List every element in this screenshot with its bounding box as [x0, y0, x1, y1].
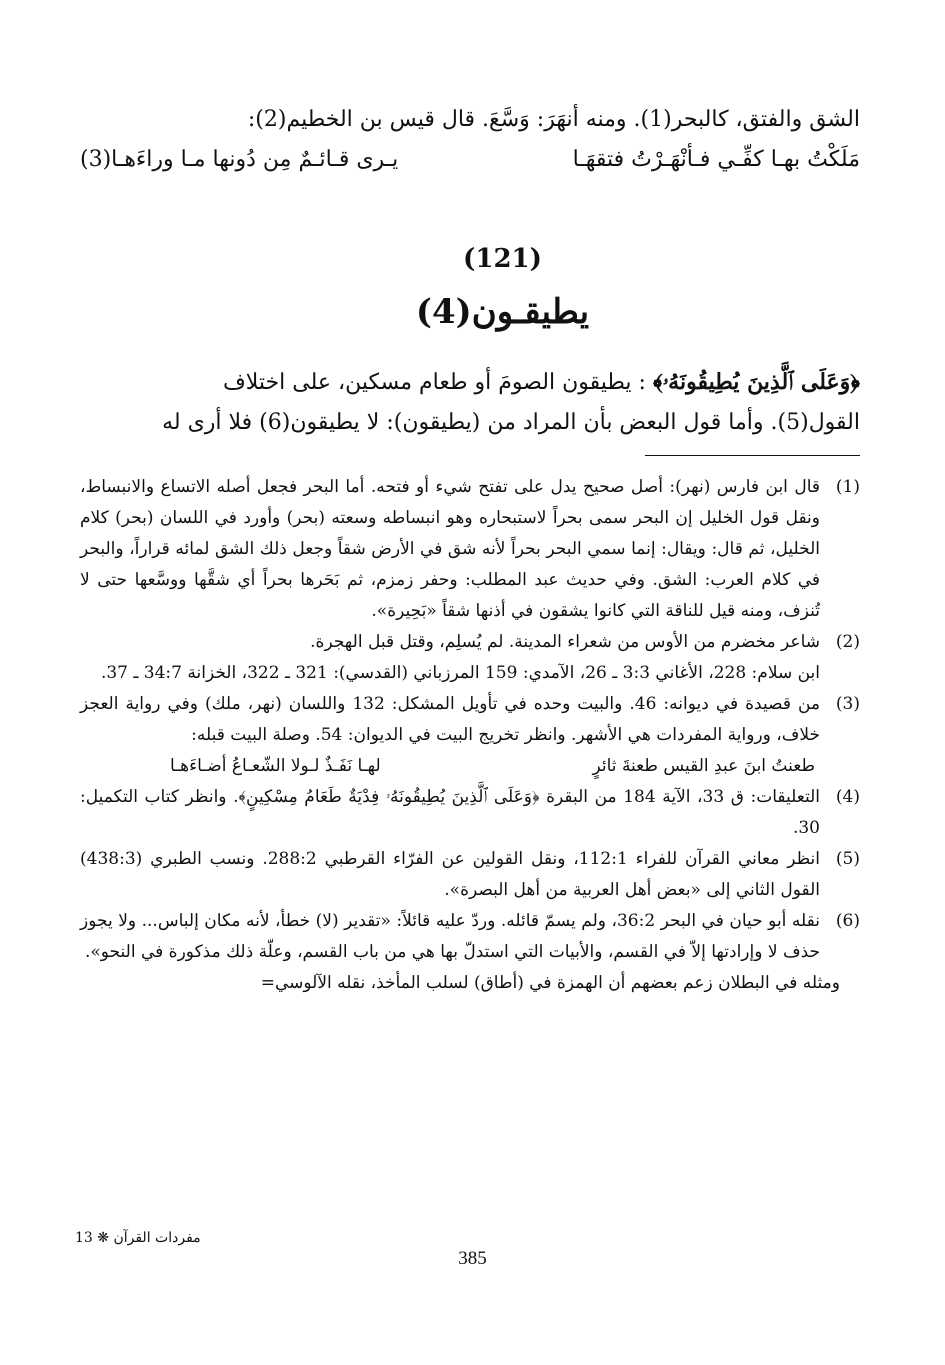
footnote-text: نقله أبو حيان في البحر 36:2، ولم يسمّ قائله. وردّ عليه قائلاً: «تقدير (لا) خطأ، لأنه مكان إلباس... ولا يجوز حذف لا وإرادتها إلاّ في القسم، والأبيات التي استدلّ بها هي من باب القسم، وعلّة ذلك مذكورة في النحو». [80, 911, 820, 962]
entry-heading: يطيقـون(4) [415, 292, 590, 332]
entry-number: (121) [463, 244, 542, 274]
footnote [80, 782, 860, 844]
footnote [80, 689, 860, 751]
footnote-text: شاعر مخضرم من الأوس من شعراء المدينة. لم يُسلِم، وقتل قبل الهجرة. [310, 632, 820, 652]
footnote-number: (6) [835, 911, 860, 931]
footnote-separator [645, 455, 860, 456]
footnote-number: (3) [835, 694, 860, 714]
footnote [80, 844, 860, 906]
footnote-verse [80, 751, 860, 782]
footnote-text: انظر معاني القرآن للفراء 112:1، ونقل القولين عن الفرّاء القرطبي 288:2. ونسب الطبري (438:3) القول الثاني إلى «بعض أهل العربية من أهل البصرة». [80, 849, 820, 900]
verse-second-hemistich: لهـا نَفَـذٌ لـولا الشّعـاعُ أضـاءَهـا [170, 756, 381, 776]
footnotes [80, 472, 860, 999]
footnote-number: (5) [835, 849, 860, 869]
footnote-text: قال ابن فارس (نهر): أصل صحيح يدل على تفتح شيء أو فتحه. أما البحر فجعل أصله الاتساع والانبساط، ونقل قول الخليل إن البحر سمى بحراً لاستبحاره وهو انبساطه وسعته (بحر) وأورد في اللسان (بحر) كلام الخليل، ثم قال: ويقال: إنما سمي البحر بحراً لأنه شق في الأرض شقاً وجعل ذلك الشق لمائه قراراً، والبحر في كلام العرب: الشق. وفي حديث عبد المطلب: وحفر زمزم، ثم بَحَرها بحراً أي شقَّها ووسَّعها حتى لا تُنزف، ومنه قيل للناقة التي كانوا يشقون في أذنها شقاً «بَحِيرة». [80, 477, 820, 621]
top-line: الشق والفتق، كالبحر(1). ومنه أنهَرَ: وَسَّعَ. قال قيس بن الخطيم(2): [247, 107, 860, 132]
footnote-text: من قصيدة في ديوانه: 46. والبيت وحده في تأويل المشكل: 132 واللسان (نهر، ملك) وفي رواية العجز خلاف، ورواية المفردات هي الأشهر. وانظر تخريج البيت في الديوان: 54. وصلة البيت قبله: [80, 694, 821, 745]
verse-first-hemistich: طعنتُ ابنَ عبدِ القيس طعنةَ ثائرٍ [592, 756, 815, 776]
verse-second-hemistich: يـرى قـائـمٌ مِن دُونها مـا وراءَهـا(3) [80, 147, 399, 172]
running-footer: مفردات القرآن ❋ 13 [75, 1230, 201, 1246]
entry-body [80, 362, 860, 443]
poem-verse [80, 140, 860, 180]
footnote-text: التعليقات: ق 33، الآية 184 من البقرة ﴿وَعَلَى ٱلَّذِينَ يُطِيقُونَهُۥ فِدْيَةٌ طَعَامُ مِسْكِينٍ﴾. وانظر كتاب التكميل: 30. [80, 787, 821, 838]
top-text [80, 100, 860, 180]
quran-quote: ﴿وَعَلَى ٱلَّذِينَ يُطِيقُونَهُۥ﴾ [652, 369, 860, 395]
footnote-number: (1) [835, 477, 860, 497]
footnote-references: ابن سلام: 228، الأغاني 3:3 ـ 26، الآمدي: 159 المرزباني (القدسي): 321 ـ 322، الخزانة 34:7 ـ 37. [100, 663, 820, 683]
footnote-number: (4) [835, 787, 860, 807]
body-line-1 [80, 362, 860, 403]
footnote-continuation: ومثله في البطلان زعم بعضهم أن الهمزة في (أطاق) لسلب المأخذ، نقله الآلوسي= [260, 973, 840, 993]
body-line-2: القول(5). وأما قول البعض بأن المراد من (يطيقون): لا يطيقون(6) فلا أرى له [162, 410, 860, 435]
verse-first-hemistich: مَلَكْتُ بهـا كفِّـي فـأنْهَـرْتُ فتقهَـا [572, 147, 860, 172]
footnote [80, 627, 860, 658]
footnote [80, 906, 860, 968]
footnote-number: (2) [835, 632, 860, 652]
page-number: 385 [458, 1248, 487, 1269]
footnote [80, 472, 860, 627]
body-line-1-rest: : يطيقون الصومَ أو طعام مسكين، على اختلاف [222, 370, 646, 395]
